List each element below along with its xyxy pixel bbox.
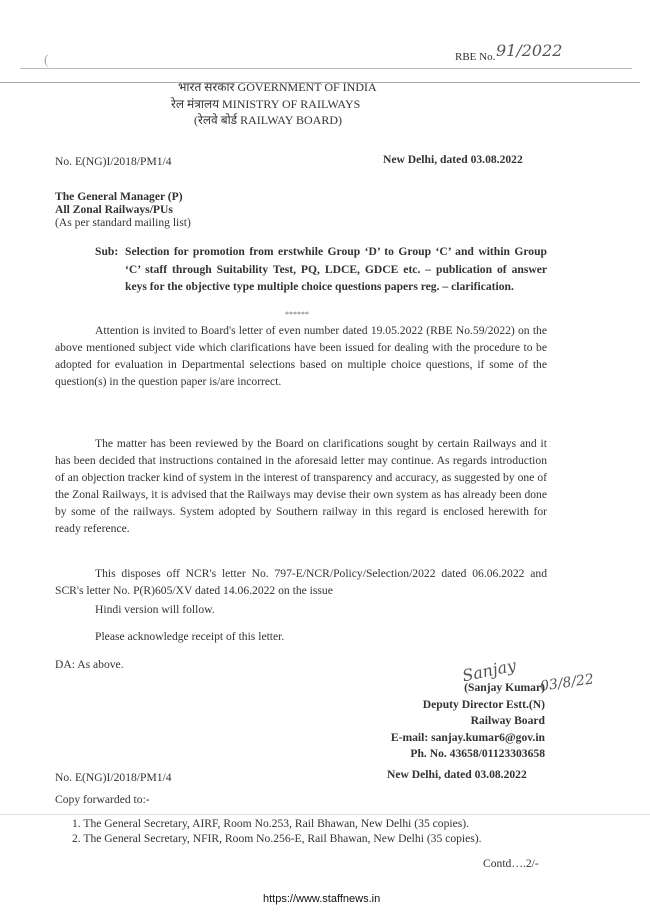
signatory-phone: Ph. No. 43658/01123303658 [410, 747, 545, 760]
addressee-line: The General Manager (P) [55, 190, 183, 203]
scan-streak [0, 814, 650, 815]
reference-number: No. E(NG)I/2018/PM1/4 [55, 155, 172, 168]
paragraph: The matter has been reviewed by the Board on clarifications sought by certain Railways and it has been decided that instructions contained in the aforesaid letter may continue. As regards introduction of an objection tracker kind of system in the interest of transparency and accuracy, as suggested by one of the Zonal Railways, it is advised that the Railways may devise their own system as has already been done by some of the railways. System adopted by Southern railway in this regard is enclosed herewith for ready reference. [55, 437, 547, 535]
copy-list-item: 2. The General Secretary, NFIR, Room No.256-E, Rail Bhawan, New Delhi (35 copies). [72, 832, 482, 845]
signature-block [391, 680, 545, 763]
rbe-label: RBE No. [455, 51, 496, 63]
continued-note: Contd….2/- [483, 857, 539, 870]
paragraph: This disposes off NCR's letter No. 797-E/NCR/Policy/Selection/2022 dated 06.06.2022 and SCR's letter No. P(R)605/XV dated 14.06.2022 on the issue [55, 567, 547, 597]
signature-handwritten: Sanjay [460, 655, 518, 686]
signatory-email: E-mail: sanjay.kumar6@gov.in [390, 730, 545, 744]
footer-url[interactable]: https://www.staffnews.in [263, 893, 381, 905]
addressee-line: (As per standard mailing list) [55, 216, 191, 229]
subject [95, 243, 547, 296]
enclosure-note: DA: As above. [55, 658, 124, 671]
paragraph: Attention is invited to Board's letter of even number dated 19.05.2022 (RBE No.59/2022) on the above mentioned subject vide which clarifications have been issued for dealing with the procedure to be adopted for evaluation in Departmental selections based on multiple choice questions, if some of the question(s) in the question paper is/are incorrect. [55, 324, 547, 388]
addressee-line: All Zonal Railways/PUs [55, 203, 173, 216]
subject-text: Selection for promotion from erstwhile Group ‘D’ to Group ‘C’ and within Group ‘C’ staff through Suitability Test, PQ, LDCE, GDCE etc. – publication of answer keys for the objective type multiple choice questions papers reg. – clarification. [125, 245, 547, 293]
header-board: (रेलवे बोर्ड RAILWAY BOARD) [194, 113, 342, 127]
top-rule [20, 68, 632, 69]
signatory-designation: Deputy Director Estt.(N) [422, 697, 545, 711]
header-ministry: रेल मंत्रालय MINISTRY OF RAILWAYS [171, 97, 361, 111]
copy-reference-date: New Delhi, dated 03.08.2022 [387, 768, 527, 781]
signatory-office: Railway Board [470, 714, 545, 727]
rbe-number-handwritten: 91/2022 [496, 41, 563, 60]
signatory-name: (Sanjay Kumar) [464, 681, 545, 694]
punch-mark: ( [44, 53, 49, 68]
acknowledge-note: Please acknowledge receipt of this letter. [95, 630, 285, 643]
subject-label: Sub: [95, 245, 119, 258]
copy-reference-number: No. E(NG)I/2018/PM1/4 [55, 771, 172, 784]
hindi-note: Hindi version will follow. [95, 603, 215, 616]
reference-date: New Delhi, dated 03.08.2022 [383, 153, 523, 166]
copy-intro: Copy forwarded to:- [55, 793, 150, 806]
header-govt: भारत सरकार GOVERNMENT OF INDIA [178, 80, 377, 94]
copy-list-item: 1. The General Secretary, AIRF, Room No.253, Rail Bhawan, New Delhi (35 copies). [72, 817, 470, 830]
separator: ****** [285, 310, 309, 319]
signature-date-handwritten: 03/8/22 [539, 671, 595, 695]
